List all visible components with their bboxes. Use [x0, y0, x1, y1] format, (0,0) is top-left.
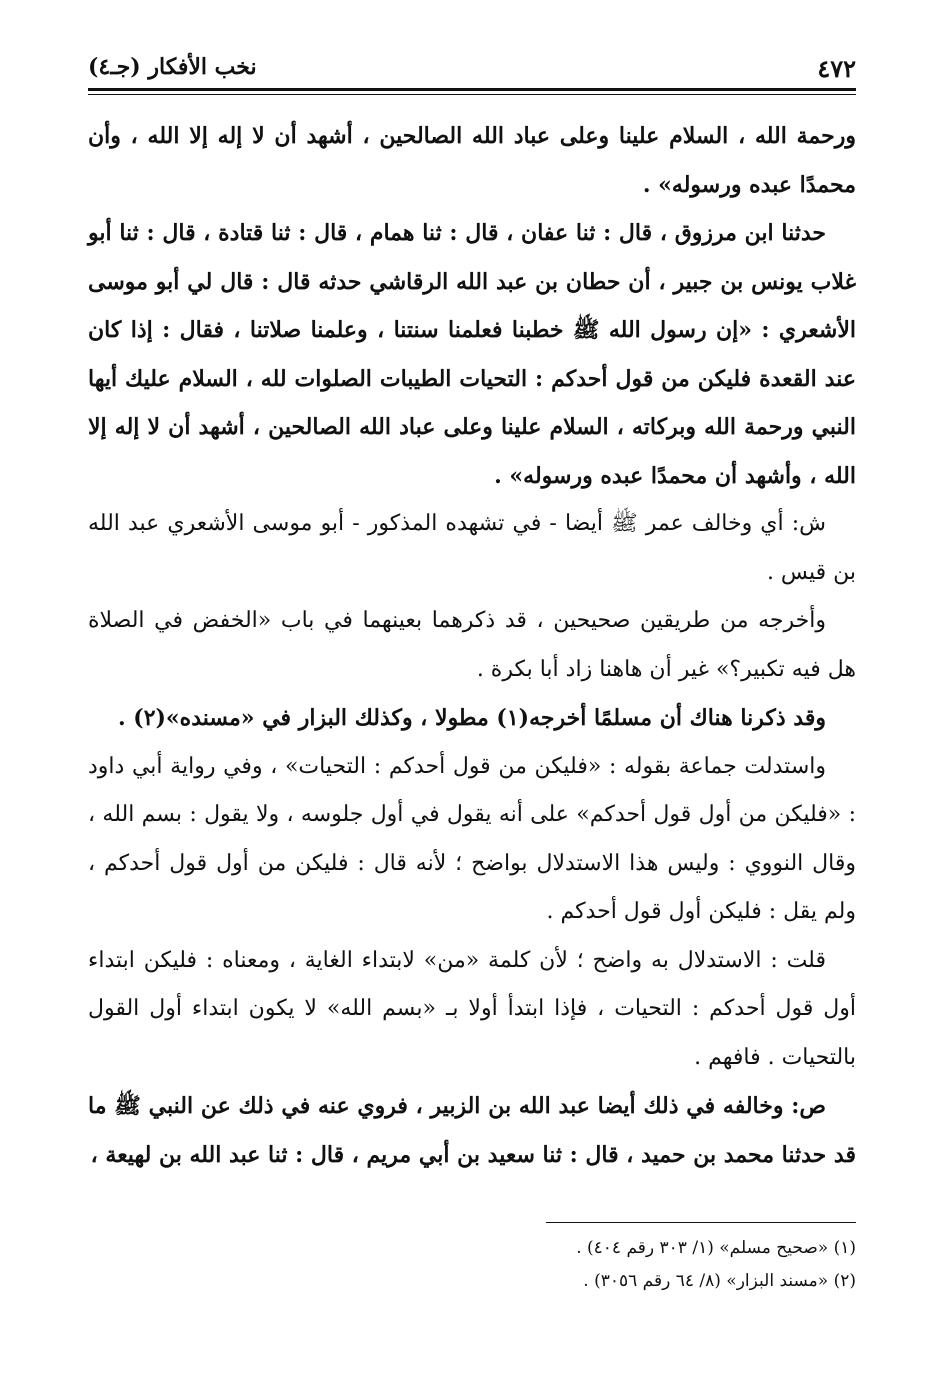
- paragraph-5: وقد ذكرنا هناك أن مسلمًا أخرجه(١) مطولا ، وكذلك البزار في «مسنده»(٢) .: [117, 705, 826, 731]
- paragraph-2: حدثنا ابن مرزوق ، قال : ثنا عفان ، قال : ثنا همام ، قال : ثنا قتادة ، قال : ثنا أبو غلاب يونس بن جبير ، أن حطان بن عبد الله الرقاشي حدثه قال : قال لي أبو موسى الأشعري : «إن رسول الله ﷺ خطبنا فعلمنا سنتنا ، وعلمنا صلاتنا ، فقال : إذا كان عند القعدة فليكن من قول أحدكم : التحيات الطيبات الصلوات لله ، السلام عليك أيها النبي ورحمة الله وبركاته ، السلام علينا وعلى عباد الله الصالحين ، أشهد أن لا إله إلا الله ، وأشهد أن محمدًا عبده ورسوله» .: [88, 220, 856, 489]
- page-number: ٤٧٢: [817, 54, 856, 83]
- paragraph-7: قلت : الاستدلال به واضح ؛ لأن كلمة «من» لابتداء الغاية ، ومعناه : فليكن ابتداء أول قول أحدكم : التحيات ، فإذا ابتدأ أولا بـ «بسم الله» لا يكون ابتداء أول القول بالتحيات . فافهم .: [88, 947, 856, 1070]
- footnote-rule: [546, 1222, 856, 1223]
- header-rule-thick: [88, 88, 856, 91]
- paragraph-6: واستدلت جماعة بقوله : «فليكن من قول أحدكم : التحيات» ، وفي رواية أبي داود : «فليكن من أول قول أحدكم» على أنه يقول في أول جلوسه ، ولا يقول : بسم الله ، وقال النووي : وليس هذا الاستدلال بواضح ؛ لأنه قال : فليكن من أول قول أحدكم ، ولم يقل : فليكن أول قول أحدكم .: [88, 753, 856, 924]
- header-rule-thin: [88, 94, 856, 95]
- paragraph-1: ورحمة الله ، السلام علينا وعلى عباد الله الصالحين ، أشهد أن لا إله إلا الله ، وأن محمدًا عبده ورسوله» .: [88, 123, 856, 198]
- footnote-2: (٢) «مسند البزار» (٨/ ٦٤ رقم ٣٠٥٦) .: [583, 1271, 856, 1291]
- book-page: [88, 52, 856, 1291]
- paragraph-3: ش: أي وخالف عمر ﷺ أيضا - في تشهده المذكور - أبو موسى الأشعري عبد الله بن قيس .: [88, 511, 856, 585]
- paragraph-4: وأخرجه من طريقين صحيحين ، قد ذكرهما بعينهما في باب «الخفض في الصلاة هل فيه تكبير؟» غير أن هاهنا زاد أبا بكرة .: [88, 608, 856, 682]
- paragraph-8: ص: وخالفه في ذلك أيضا عبد الله بن الزبير ، فروي عنه في ذلك عن النبي ﷺ ما قد حدثنا محمد بن حميد ، قال : ثنا سعيد بن أبي مريم ، قال : ثنا عبد الله بن لهيعة ،: [88, 1093, 856, 1168]
- page-header: [88, 52, 856, 88]
- footnotes: [88, 1232, 856, 1298]
- footnote-1: (١) «صحيح مسلم» (١/ ٣٠٣ رقم ٤٠٤) .: [576, 1238, 856, 1258]
- page-body: [88, 112, 856, 1179]
- book-title: نخب الأفكار (جـ٤): [88, 54, 257, 80]
